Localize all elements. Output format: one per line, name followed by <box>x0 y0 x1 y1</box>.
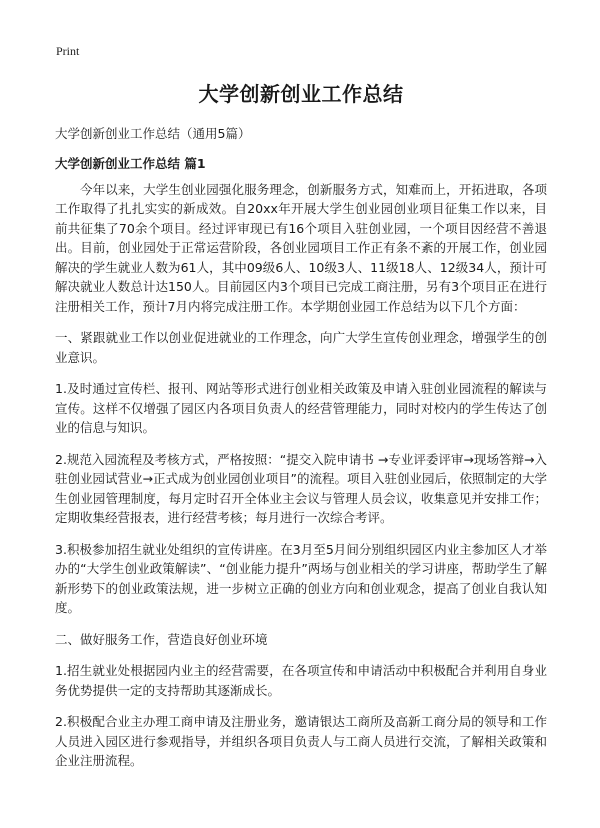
document-title: 大学创新创业工作总结 <box>198 82 404 106</box>
print-link[interactable]: Print <box>56 44 80 58</box>
paragraph-item-1: 1.及时通过宣传栏、报刊、网站等形式进行创业相关政策及申请入驻创业园流程的解读与宣传。这样不仅增强了园区内各项目负责人的经营管理能力，同时对校内的学生传达了创业的信息与知识。 <box>55 381 547 436</box>
paragraph-item-2: 2.规范入园流程及考核方式，严格按照：“提交入院申请书 →专业评委评审→现场答辩→入驻创业园试营业→正式成为创业园创业项目”的流程。项目入驻创业园后，依照制定的大学生创业园管理制度，每月定时召开全体业主会议与管理人员会议，收集意见并安排工作；定期收集经营报表，进行经营考核；每月进行一次综合考评。 <box>55 451 547 526</box>
paragraph-heading-two: 二、做好服务工作，营造良好创业环境 <box>55 631 268 647</box>
paragraph-intro: 今年以来，大学生创业园强化服务理念，创新服务方式，知难而上，开拓进取，各项工作取得了扎扎实实的新成效。自20xx年开展大学生创业园创业项目征集工作以来，目前共征集了70余个项目。经过评审现已有16个项目入驻创业园，一个项目因经营不善退出。目前，创业园处于正常运营阶段，各创业园项目工作正有条不紊的开展工作，创业园解决的学生就业人数为61人，其中09级6人、10级3人、11级18人、12级34人，预计可解决就业人数总计达150人。目前园区内3个项目已完成工商注册，另有3个项目正在进行注册相关工作，预计7月内将完成注册工作。本学期创业园工作总结为以下几个方面： <box>55 181 547 314</box>
paragraph-heading-one: 一、紧跟就业工作以创业促进就业的工作理念，向广大学生宣传创业理念，增强学生的创业意识。 <box>55 330 547 365</box>
document-page <box>55 78 547 783</box>
document-subtitle: 大学创新创业工作总结（通用5篇） <box>55 126 251 141</box>
paragraph-service-2: 2.积极配合业主办理工商申请及注册业务，邀请银达工商所及高新工商分局的领导和工作人员进入园区进行参观指导，并组织各项目负责人与工商人员进行交流，了解相关政策和企业注册流程。 <box>55 714 547 769</box>
section-heading: 大学创新创业工作总结 篇1 <box>55 155 206 171</box>
paragraph-item-3: 3.积极参加招生就业处组织的宣传讲座。在3月至5月间分别组织园区内业主参加区人才举办的“大学生创业政策解读”、“创业能力提升”两场与创业相关的学习讲座，帮助学生了解新形势下的创业政策法规，进一步树立正确的创业方向和创业观念，提高了创业自我认知度。 <box>55 541 547 616</box>
paragraph-service-1: 1.招生就业处根据园内业主的经营需要，在各项宣传和申请活动中积极配合并利用自身业务优势提供一定的支持帮助其逐渐成长。 <box>55 663 547 698</box>
